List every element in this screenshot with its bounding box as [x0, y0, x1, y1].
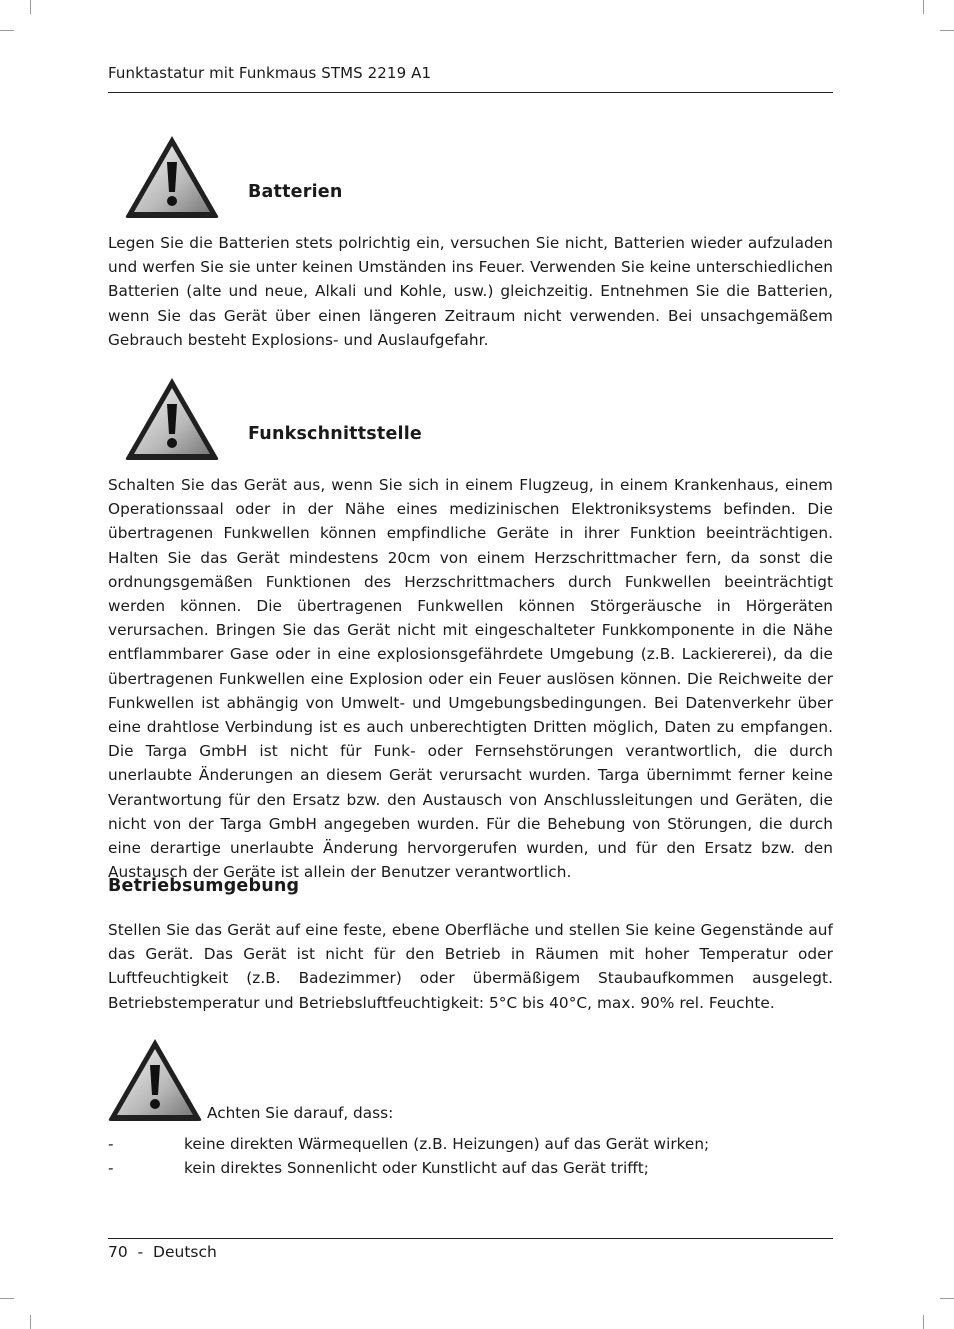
crop-mark — [30, 1315, 31, 1329]
crop-mark — [30, 0, 31, 14]
section-text-funkschnittstelle: Schalten Sie das Gerät aus, wenn Sie sich in einem Flugzeug, in einem Krankenhaus, einem Operationssaal oder in der Nähe eines medizinischen Elektroniksystems befinden. Die übertragenen Funkwellen können empfindliche Geräte in ihrer Funktion beeinträchtigen. Halten Sie das Gerät mindestens 20cm von einem Herzschrittmacher fern, da sonst die ordnungsgemäßen Funktionen des Herzschrittmachers durch Funkwellen beeinträchtigt werden können. Die übertragenen Funkwellen können Störgeräusche in Hörgeräten verursachen. Bringen Sie das Gerät nicht mit eingeschalteter Funkkomponente in die Nähe entflammbarer Gase oder in eine explosionsgefährdete Umgebung (z.B. Lackiererei), da die übertragenen Funkwellen eine Explosion oder ein Feuer auslösen können. Die Reichweite der Funkwellen ist abhängig von Umwelt- und Umgebungsbedingungen. Bei Datenverkehr über eine drahtlose Verbindung ist es auch unberechtigten Dritten möglich, Daten zu empfangen. Die Targa GmbH ist nicht für Funk- oder Fernsehstörungen verantwortlich, die durch unerlaubte Änderungen an diesem Gerät verursacht wurden. Targa übernimmt ferner keine Verantwortung für den Ersatz bzw. den Austausch von Anschlussleitungen und Geräten, die nicht von der Targa GmbH angegeben wurden. Für die Behebung von Störungen, die durch eine derartige unerlaubte Änderung hervorgerufen wurden, und für den Ersatz bzw. den Austausch der Geräte ist allein der Benutzer verantwortlich. — [108, 476, 833, 882]
crop-mark — [923, 1315, 924, 1329]
warning-triangle-icon — [107, 1037, 203, 1123]
list-item: kein direktes Sonnenlicht oder Kunstlicht auf das Gerät trifft; — [184, 1159, 649, 1177]
crop-mark — [940, 1298, 954, 1299]
section-text-betriebsumgebung: Stellen Sie das Gerät auf eine feste, ebene Oberfläche und stellen Sie keine Gegenstände auf das Gerät. Das Gerät ist nicht für den Betrieb in Räumen mit hoher Temperatur oder Luftfeuchtigkeit (z.B. Badezimmer) oder übermäßigem Staubaufkommen ausgelegt. Betriebstemperatur und Betriebsluftfeuchtigkeit: 5°C bis 40°C, max. 90% rel. Feuchte. — [108, 921, 833, 1012]
section-heading-funkschnittstelle: Funkschnittstelle — [248, 424, 422, 444]
page-footer-label: 70 - Deutsch — [108, 1243, 217, 1261]
section-heading-betriebsumgebung: Betriebsumgebung — [108, 876, 300, 896]
section-text-batterien: Legen Sie die Batterien stets polrichtig ein, versuchen Sie nicht, Batterien wieder aufzuladen und werfen Sie sie unter keinen Umständen ins Feuer. Verwenden Sie keine unterschiedlichen Batterien (alte und neue, Alkali und Kohle, usw.) gleichzeitig. Entnehmen Sie die Batterien, wenn Sie das Gerät über einen längeren Zeitraum nicht verwenden. Bei unsachgemäßem Gebrauch besteht Explosions- und Auslaufgefahr. — [108, 234, 833, 349]
crop-mark — [940, 30, 954, 31]
header-rule — [108, 92, 833, 93]
list-item-dash: - — [108, 1135, 114, 1153]
warning-triangle-icon — [124, 134, 220, 220]
crop-mark — [923, 0, 924, 14]
crop-mark — [0, 1298, 14, 1299]
warning-triangle-icon — [124, 376, 220, 462]
page-header-title: Funktastatur mit Funkmaus STMS 2219 A1 — [108, 64, 432, 82]
crop-mark — [0, 30, 14, 31]
list-item-dash: - — [108, 1159, 114, 1177]
list-item: keine direkten Wärmequellen (z.B. Heizungen) auf das Gerät wirken; — [184, 1135, 710, 1153]
section-heading-batterien: Batterien — [248, 182, 343, 202]
notice-intro: Achten Sie darauf, dass: — [207, 1104, 394, 1122]
footer-rule — [108, 1238, 833, 1239]
